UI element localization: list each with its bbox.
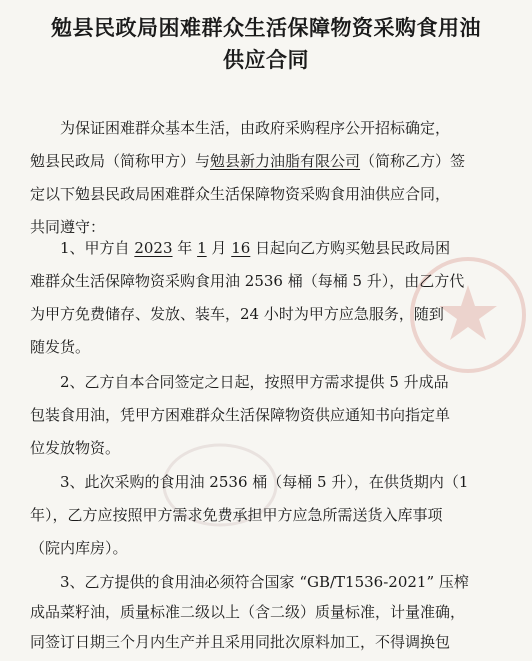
clause-4-line: 3、乙方提供的食用油必须符合国家 “GB/T1536-2021” 压榨 — [60, 573, 469, 591]
clause-3-line: 年），乙方应按照甲方需求免费承担甲方应急所需送货入库事项 — [30, 506, 443, 524]
clause-2-line: 包装食用油，凭甲方困难群众生活保障物资供应通知书向指定单 — [30, 406, 451, 424]
party-a-text: 勉县民政局（简称甲方）与 — [30, 152, 211, 170]
contract-title-line1: 勉县民政局困难群众生活保障物资采购食用油 — [51, 15, 481, 40]
clause-3-line: （院内库房）。 — [30, 539, 128, 557]
clause-1-line — [30, 232, 510, 265]
party-b-text: （简称乙方）签 — [360, 152, 466, 170]
clause-1-suffix: 日起向乙方购买勉县民政局困 — [255, 239, 451, 257]
clause-1 — [30, 232, 510, 364]
intro-line: 为保证困难群众基本生活，由政府采购程序公开招标确定， — [60, 119, 451, 137]
party-b-company: 勉县新力油脂有限公司 — [210, 152, 361, 170]
clause-1-line: 随发货。 — [30, 338, 91, 356]
year-unit: 年 — [177, 239, 193, 257]
clause-1-line: 难群众生活保障物资采购食用油 2536 桶（每桶 5 升），由乙方代 — [30, 272, 465, 290]
intro-line — [30, 145, 510, 178]
clause-2-line: 位发放物资。 — [30, 439, 121, 457]
clause-4-line: 同签订日期三个月内生产并且采用同批次原料加工，不得调换包 — [30, 633, 451, 651]
contract-month: 1 — [197, 239, 207, 257]
contract-year: 2023 — [134, 239, 173, 257]
intro-line: 共同遵守： — [30, 218, 106, 236]
clause-2-line: 2、乙方自本合同签定之日起，按照甲方需求提供 5 升成品 — [60, 373, 449, 391]
month-unit: 月 — [211, 239, 227, 257]
contract-day: 16 — [231, 239, 251, 257]
clause-2 — [30, 366, 510, 465]
contract-title-line2: 供应合同 — [223, 47, 309, 72]
clause-4-line: 成品菜籽油，质量标准二级以上（含二级）质量标准，计量准确， — [30, 603, 466, 621]
clause-1-prefix: 1、甲方自 — [60, 239, 130, 257]
contract-intro — [30, 112, 510, 244]
clause-3 — [30, 466, 510, 565]
clause-4 — [30, 566, 510, 656]
clause-1-line: 为甲方免费储存、发放、装车，24 小时为甲方应急服务，随到 — [30, 305, 444, 323]
clause-3-line: 3、此次采购的食用油 2536 桶（每桶 5 升），在供货期内（1 — [60, 473, 469, 491]
intro-line: 定以下勉县民政局困难群众生活保障物资采购食用油供应合同， — [30, 185, 451, 203]
